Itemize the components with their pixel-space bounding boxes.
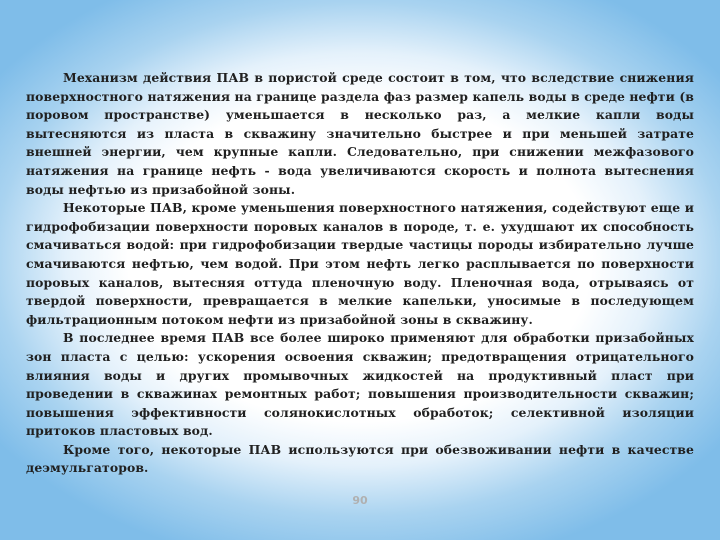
paragraph-applications: В последнее время ПАВ все более широко применяют для обработки призабойных зон пласта с целью: ускорения освоения скважин; предотвращения отрицательного влияния воды и других промывочных жидкостей на продуктивный пласт при проведении в скважинах ремонтных работ; повышения производительности скважин; повышения эффективности солянокислотных обработок; селективной изоляции притоков пластовых вод. <box>26 330 694 439</box>
paragraph-demulsifiers: Кроме того, некоторые ПАВ используются при обезвоживании нефти в качестве деэмульгаторов. <box>26 441 694 476</box>
page-number: 90 <box>352 494 368 507</box>
paragraph-hydrophobization: Некоторые ПАВ, кроме уменьшения поверхностного натяжения, содействуют еще и гидрофобизации поверхности поровых каналов в породе, т. е. ухудшают их способность смачиваться водой: при гидрофобизации твердые частицы породы избирательно лучше смачиваются нефтью, чем водой. При этом нефть легко расплывается по поверхности поровых каналов, вытесняя оттуда пленочную воду. Пленочная вода, отрываясь от твердой поверхности, превращается в мелкие капельки, уносимые в последующем фильтрационным потоком нефти из призабойной зоны в скважину. <box>26 200 694 327</box>
paragraph-mechanism: Механизм действия ПАВ в пористой среде состоит в том, что вследствие снижения поверхностного натяжения на границе раздела фаз размер капель воды в среде нефти (в поровом пространстве) уменьшается в несколько раз, а мелкие капли воды вытесняются из пласта в скважину значительно быстрее и при меньшей затрате внешней энергии, чем крупные капли. Следовательно, при снижении межфазового натяжения на границе нефть - вода увеличиваются скорость и полнота вытеснения воды нефтью из призабойной зоны. <box>26 70 694 197</box>
body-text <box>26 69 694 478</box>
